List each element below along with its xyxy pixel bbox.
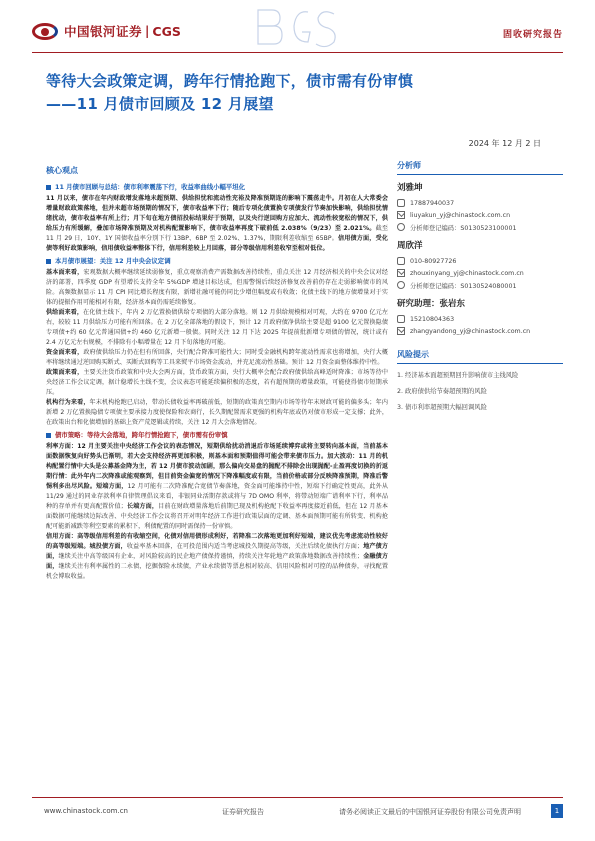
report-date: 2024 年 12 月 2 日 [468,139,541,148]
bullet-square-icon [46,433,51,438]
mail-icon [397,269,405,277]
brand-logo [32,22,181,40]
header-divider [32,52,563,53]
analyst-name: 周欣洋 [397,241,423,251]
assistant-name: 研究助理：张岩东 [397,299,466,309]
cgs-watermark-icon [250,2,340,62]
certificate-icon [397,223,405,231]
footer-disclaimer: 请务必阅读正文最后的中国银河证券股份有限公司免责声明 [339,808,521,816]
assistant-email[interactable]: zhangyandong_yj@chinastock.com.cn [397,325,563,337]
bullet-square-icon [46,259,51,264]
report-type-label: 固收研究报告 [502,30,563,40]
logo-text-en: CGS [152,23,181,39]
analyst-cert: 分析师登记编码：S0130524080001 [397,279,563,291]
phone-icon [397,257,405,265]
outlook-paragraph: 基本面来看，宏观数据大概率继续延续弱修复，重点观察消费产需数据改善持续性，重点关注 12 月经济相关的中央会议对经济的部署，四季度 GDP 有望增长支持全年 5%GDP 增速目标达成，但需警惕后续经济修复改善前仍存在走弱影响债市的风险。高频数据显示 11 月 CPI 同比增长程度有限，新增社融可能仍同比少增但幅度或有收敛；化债主线下的地方债增量对于实体的提振作用可能相对有限，经济基本面仍需延续修复。 供给面来看，在化债主线下，年内 2 万亿置换债供给专项债的大部分落地。则 12 月供给规模相对可观，大约在 9700 亿元左右，较较 11 月供给压力可能有所回落。在 2 万亿全部落地的假设下，预计 12 月政府债净供给主要是超 9100 亿元置换隐债专项债+约 60 亿元普通国债+约 460 亿元新增一般债。同时关注 12 月下达 2025 年提前批新增专项债的情况，统计或有 2.4 万亿元左右规模，不排除有小幅增量在 12 月下旬落地的可能。 资金面来看，政府债供给压力仍在但有所回落，央行配合降准可能性大；同时受金融机构跨年流动性需求也将增加，央行大概率将继续通过逆回购买断式、买断式回购等工具来熨平市场资金波动，并充足流动性基础。预计 12 月资金面整体维持中性。 政策面来看，主要关注货币政策和中央大会两方面，货币政策方面，央行大概率会配合政府债供给高峰适时降准；市场等待中央经济工作会议定调，据计稳增长主线不变，会议表态可能延续偏积极的态度，若有超预期的增量政策，可能使得债市短期承压。 机构行为来看，年末机构抢跑已启动，带动长债收益率再破前低，短期的政策真空期内市场等待年末财政可能的偏多头；年内新增 2 万亿置换隐债专项债主要承接力度使保险和农商行，长久期配置需求更强的机构年底或仍对债市形成一定支撑；此外，在政策出台和化债增加的基础上资产荒逻辑或持续，关注 12 月大会落地情况。 [46,269,388,426]
review-paragraph: 11 月以来，债市在年内财政增发落地未超预期、供给担忧和流动性充裕及降准预期连的影响下震荡走牛。月初在人大常委会增量财政政策落地，但并未超市场预期的情况下，债市收益率下行；随后专项化债置换专项债发行节奏加快影响，供给担忧情绪扰动，债市收益率有所上行；月下旬在地方债招投标结果好于预期，以及央行逆回购方应加大、流动性较宽松的情况下，供给压力有所缓解，叠加市场降准预期及对机构配置影响下，债市收益率再度下破前低 2.038%（9/23）至 2.021%。截至 11 月 29 日，10Y、1Y 国债收益率分别下行 13BP、6BP 至 2.02%、1.37%，期限利差收缩至 65BP。信用债方面，受化债等利好政策影响，信用债收益率整体下行，信用利差较上月回落，部分等级信用利差收窄至相对低位。 [46,195,388,252]
core-views-column [46,165,388,582]
risk-item: 1. 经济基本面超预期回升影响债市主线风险 [397,372,519,379]
risk-item: 3. 债市利率超预期大幅回调风险 [397,404,487,411]
analyst-email[interactable]: zhouxinyang_yj@chinastock.com.cn [397,267,563,279]
outlook-bullet-heading: 本月债市展望：关注 12 月中央会议定调 [46,256,388,266]
strategy-bullet-heading: 债市策略：等待大会落地，跨年行情抢跑下，债市需有份审慎 [46,430,388,440]
logo-separator: | [145,24,150,38]
analyst-name: 刘雅坤 [397,183,423,193]
report-subtitle: ——11 月债市回顾及 12 月展望 [46,95,274,113]
sidebar [397,160,563,418]
analysts-heading: 分析师 [397,160,563,175]
risk-heading: 风险提示 [397,349,563,364]
report-title: 等待大会政策定调，跨年行情抢跑下，债市需有份审慎 [46,72,414,90]
header [0,0,595,58]
footer-url-link[interactable]: www.chinastock.com.cn [44,807,128,815]
phone-icon [397,315,405,323]
analyst-email[interactable]: liuyakun_yj@chinastock.com.cn [397,209,563,221]
analyst-phone: 17887940037 [397,197,563,209]
footer-report-label: 证券研究报告 [222,808,264,816]
bullet-square-icon [46,185,51,190]
phone-icon [397,199,405,207]
page-number: 1 [551,804,563,818]
logo-icon [32,23,58,40]
mail-icon [397,327,405,335]
certificate-icon [397,281,405,289]
core-views-heading: 核心观点 [46,166,78,175]
logo-text-cn: 中国银河证券 [64,24,143,39]
review-bullet-heading: 11 月债市回顾与总结：债市利率震荡下行，收益率曲线小幅平坦化 [46,182,388,192]
risk-item: 2. 政府债供给节奏超预期的风险 [397,388,487,395]
analyst-phone: 010-80927726 [397,255,563,267]
strategy-paragraph: 利率方面：12 月主要关注中央经济工作会议的表态情况，短期供给扰动消退后市场延续博弈或将主要转向基本面，当前基本面数据恢复向好势头已渐明，若大会支持经济再更加积极，则基本面和预期值得可能会带来债市压力。加大波动：11 月的机构配置行情中大头是公募基金降为主，若 12 月债市波动加剧，那么偏向交易盘的抛配不排除会出现抛配-止盈再度切换的折返期行情：此外年内二次降准或能观察到，但目前资金偏宽的情况下降准幅度或有限，当前价格或部分反映降准预期，降准后警惕利多出尽风险。短端方面，12 月可能有二次降准配合宽债节奏落地，资金面可能维持中性，短端下行确定性更高，此外从 11/29 通过的同业存款利率自律管理倡议来看，非银同业活期存款或将与 7D OMO 利率，将带动短端广谱利率下行，利率品种的存单并有更高配置价值；长端方面，目前在财政增量落地后前期已现及机构抢配下收益率再度接近前低，但在 12 月基本面数据可能继续边际改善、中央经济工作会议将召开对明年经济工作进行政策层面的定调、基本面预期可能有所转变、机构抢配可能新减跌等利空要素的累积下，利债配置的同时需保持一份审慎。 信用方面：高等级信用利差的有收缩空间，化债对信用债形成利好，若降准二次落地更加利好短端，建议优先考虑流动性较好的高等级短端。城投债方面，收益率基本回落，在可投范围内适当考虑城投久期提高等级，关注后续化债执行方面；地产债方面，继续关注中高等级国有企业，对风险较高的民企地产债保持谨慎，持续关注年轮地产政策落地数据改善持续性；金融债方面，继续关注有利率属性的二永债，挖掘保险永续债，产业永续债等票息相对较高、信用风险相对可控的品种债券，寻找配置机会博取收益。 [46,443,389,580]
mail-icon [397,211,405,219]
footer [32,797,563,817]
assistant-phone: 15210804363 [397,313,563,325]
analyst-cert: 分析师登记编码：S0130523100001 [397,221,563,233]
